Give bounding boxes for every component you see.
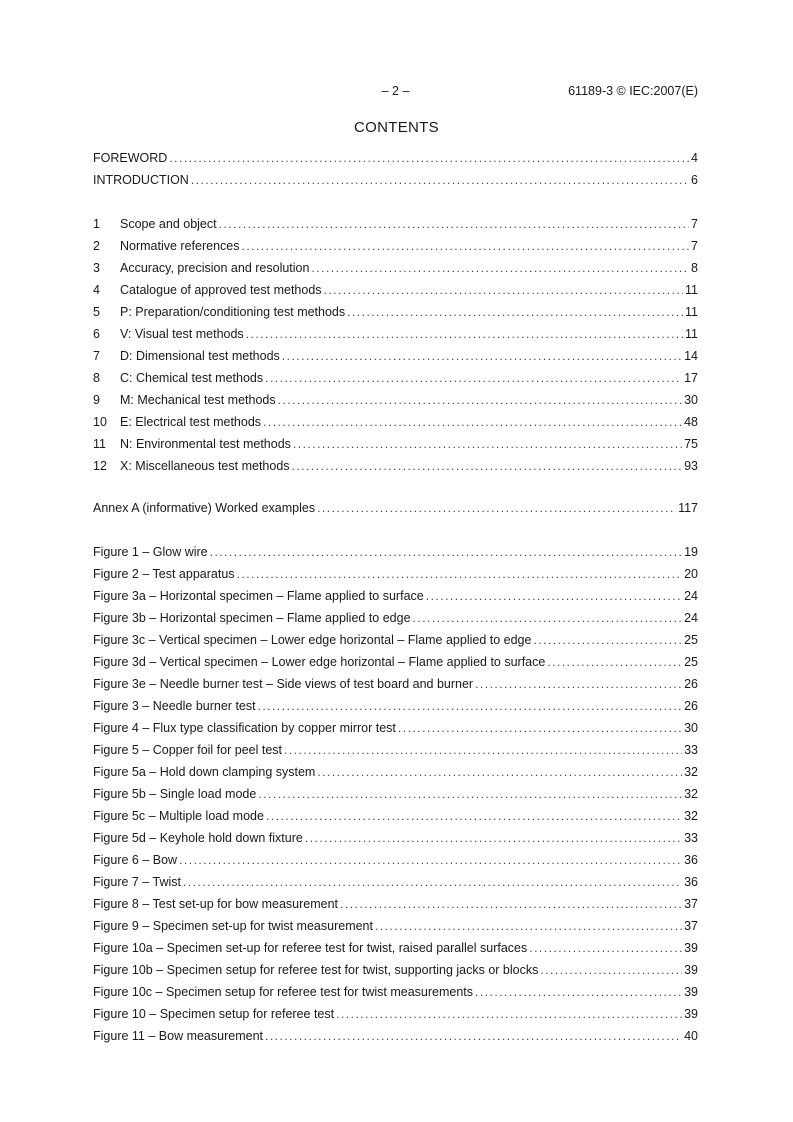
toc-entry-page: 33 [684,831,698,845]
toc-entry-title: Figure 8 – Test set-up for bow measurement [93,897,339,911]
toc-entry-page: 37 [684,919,698,933]
toc-entry[interactable] [93,651,698,673]
toc-leader-dots [242,235,690,257]
toc-leader-dots [413,607,683,629]
toc-entry-title: Figure 4 – Flux type classification by copper mirror test [93,721,396,735]
toc-annexes [93,497,698,519]
toc-entry-page: 37 [684,897,698,911]
page-number: – 2 – [381,84,410,98]
toc-entry[interactable] [93,849,698,871]
toc-entry-page: 40 [684,1029,698,1043]
toc-entry-number: 10 [93,415,107,429]
toc-entry-page: 20 [684,567,698,581]
toc-entry-number: 8 [93,371,100,385]
toc-entry[interactable] [93,827,698,849]
toc-entry-title: P: Preparation/conditioning test methods [120,305,346,319]
toc-entry-page: 4 [691,151,698,165]
toc-entry[interactable] [93,981,698,1003]
toc-entry-page: 24 [684,611,698,625]
toc-entry-number: 2 [93,239,100,253]
toc-entry-page: 26 [684,699,698,713]
toc-entry-page: 36 [684,875,698,889]
toc-leader-dots [347,301,683,323]
toc-entry-number: 4 [93,283,100,297]
toc-entry-title: Figure 2 – Test apparatus [93,567,235,581]
toc-entry-page: 17 [684,371,698,385]
toc-leader-dots [317,761,682,783]
toc-entry-page: 19 [684,545,698,559]
toc-entry-number: 3 [93,261,100,275]
toc-leader-dots [246,323,683,345]
toc-entry[interactable] [93,279,698,301]
toc-entry[interactable] [93,739,698,761]
toc-leader-dots [265,1025,682,1047]
toc-entry-title: Figure 3 – Needle burner test [93,699,256,713]
contents-title: CONTENTS [354,119,439,136]
toc-entry-title: Figure 1 – Glow wire [93,545,208,559]
toc-entry-title: Figure 6 – Bow [93,853,178,867]
toc-entry-title: Normative references [120,239,240,253]
toc-entry[interactable] [93,169,698,191]
toc-entry-title: V: Visual test methods [120,327,244,341]
toc-leader-dots [210,541,682,563]
toc-leader-dots [375,915,682,937]
toc-leader-dots [475,981,682,1003]
toc-entry-page: 36 [684,853,698,867]
toc-leader-dots [183,871,682,893]
toc-entry-number: 1 [93,217,100,231]
toc-entry-page: 30 [684,721,698,735]
document-reference: 61189-3 © IEC:2007(E) [568,84,698,98]
toc-leader-dots [336,1003,682,1025]
toc-leader-dots [547,651,682,673]
toc-entry-page: 11 [685,305,698,319]
toc-entry[interactable] [93,235,698,257]
toc-entry-page: 117 [678,501,698,515]
toc-entry-page: 11 [685,283,698,297]
toc-entry[interactable] [93,1003,698,1025]
toc-entry-title: Scope and object [120,217,217,231]
toc-entry-page: 93 [684,459,698,473]
toc-entry-title: N: Environmental test methods [120,437,291,451]
toc-leader-dots [179,849,682,871]
toc-entry-title: Figure 3c – Vertical specimen – Lower edge horizontal – Flame applied to edge [93,633,532,647]
toc-entry-title: Figure 10a – Specimen set-up for referee test for twist, raised parallel surfaces [93,941,528,955]
toc-entry-page: 25 [684,655,698,669]
toc-entry-title: Figure 5b – Single load mode [93,787,257,801]
toc-entry-title: Figure 3d – Vertical specimen – Lower edge horizontal – Flame applied to surface [93,655,546,669]
toc-entry[interactable] [93,389,698,411]
toc-entry-title: Figure 10b – Specimen setup for referee test for twist, supporting jacks or blocks [93,963,539,977]
toc-entry[interactable] [93,147,698,169]
toc-entry[interactable] [93,497,698,519]
toc-entry[interactable] [93,783,698,805]
toc-entry-number: 9 [93,393,100,407]
toc-entry[interactable] [93,937,698,959]
toc-entry[interactable] [93,563,698,585]
toc-entry-page: 39 [684,985,698,999]
toc-leader-dots [324,279,683,301]
toc-leader-dots [237,563,683,585]
toc-entry[interactable] [93,411,698,433]
toc-entry-number: 7 [93,349,100,363]
toc-entry-number: 6 [93,327,100,341]
toc-leader-dots [219,213,689,235]
toc-leader-dots [191,169,689,191]
toc-entry-title: Figure 3e – Needle burner test – Side views of test board and burner [93,677,474,691]
toc-entry-page: 32 [684,765,698,779]
toc-entry-page: 39 [684,963,698,977]
toc-entry[interactable] [93,915,698,937]
toc-entry-title: Figure 10c – Specimen setup for referee test for twist measurements [93,985,474,999]
toc-entry-title: Figure 10 – Specimen setup for referee test [93,1007,335,1021]
toc-leader-dots [317,497,676,519]
toc-leader-dots [266,805,682,827]
toc-leader-dots [533,629,682,651]
toc-entry-title: Annex A (informative) Worked examples [93,501,316,515]
toc-entry-title: C: Chemical test methods [120,371,264,385]
toc-entry[interactable] [93,585,698,607]
toc-entry[interactable] [93,1025,698,1047]
page-header [93,84,698,102]
toc-entry-title: FOREWORD [93,151,168,165]
toc-entry[interactable] [93,871,698,893]
toc-entry[interactable] [93,717,698,739]
toc-entry-title: D: Dimensional test methods [120,349,280,363]
toc-entry-title: Figure 3a – Horizontal specimen – Flame applied to surface [93,589,424,603]
toc-entry-page: 25 [684,633,698,647]
toc-entry-title: Figure 3b – Horizontal specimen – Flame applied to edge [93,611,411,625]
toc-entry-title: Figure 5 – Copper foil for peel test [93,743,282,757]
toc-entry[interactable] [93,959,698,981]
toc-front-matter [93,147,698,191]
toc-entry-title: X: Miscellaneous test methods [120,459,290,473]
toc-entry-title: Figure 9 – Specimen set-up for twist measurement [93,919,373,933]
toc-leader-dots [258,695,683,717]
toc-entry[interactable] [93,345,698,367]
toc-entry-page: 24 [684,589,698,603]
toc-leader-dots [258,783,682,805]
toc-leader-dots [305,827,682,849]
toc-entry[interactable] [93,629,698,651]
toc-leader-dots [284,739,682,761]
toc-entry[interactable] [93,761,698,783]
toc-leader-dots [398,717,682,739]
toc-entry-title: Figure 5c – Multiple load mode [93,809,264,823]
toc-entry-page: 75 [684,437,698,451]
toc-clauses [93,213,698,477]
toc-leader-dots [529,937,682,959]
toc-entry-page: 14 [684,349,698,363]
toc-entry[interactable] [93,301,698,323]
toc-entry-page: 32 [684,809,698,823]
toc-entry[interactable] [93,323,698,345]
toc-entry-number: 11 [93,437,106,451]
toc-entry-page: 8 [691,261,698,275]
toc-leader-dots [340,893,682,915]
toc-entry-page: 11 [685,327,698,341]
toc-entry[interactable] [93,367,698,389]
toc-entry-page: 33 [684,743,698,757]
toc-leader-dots [426,585,682,607]
toc-leader-dots [292,455,683,477]
toc-leader-dots [475,673,682,695]
toc-entry-number: 12 [93,459,107,473]
toc-leader-dots [540,959,682,981]
toc-entry-page: 39 [684,1007,698,1021]
toc-entry-title: Catalogue of approved test methods [120,283,322,297]
toc-entry[interactable] [93,541,698,563]
toc-entry-page: 39 [684,941,698,955]
toc-entry[interactable] [93,607,698,629]
toc-entry-page: 48 [684,415,698,429]
toc-entry-page: 7 [691,217,698,231]
toc-entry-title: Figure 5a – Hold down clamping system [93,765,316,779]
toc-leader-dots [278,389,682,411]
toc-entry-number: 5 [93,305,100,319]
toc-entry-title: Figure 5d – Keyhole hold down fixture [93,831,303,845]
toc-entry[interactable] [93,455,698,477]
toc-leader-dots [263,411,682,433]
toc-entry[interactable] [93,257,698,279]
toc-entry[interactable] [93,213,698,235]
toc-entry-title: Accuracy, precision and resolution [120,261,310,275]
toc-leader-dots [169,147,689,169]
toc-entry-page: 7 [691,239,698,253]
toc-leader-dots [282,345,682,367]
toc-entry-page: 30 [684,393,698,407]
toc-entry-title: Figure 7 – Twist [93,875,182,889]
toc-entry-page: 6 [691,173,698,187]
toc-entry[interactable] [93,433,698,455]
toc-entry-title: INTRODUCTION [93,173,189,187]
toc-leader-dots [265,367,682,389]
toc-entry-page: 32 [684,787,698,801]
toc-entry[interactable] [93,695,698,717]
toc-entry-page: 26 [684,677,698,691]
toc-figures [93,541,698,1047]
toc-entry-title: E: Electrical test methods [120,415,262,429]
toc-entry-title: M: Mechanical test methods [120,393,276,407]
toc-leader-dots [311,257,689,279]
toc-leader-dots [293,433,682,455]
toc-entry[interactable] [93,805,698,827]
toc-entry[interactable] [93,893,698,915]
toc-entry-title: Figure 11 – Bow measurement [93,1029,263,1043]
toc-entry[interactable] [93,673,698,695]
